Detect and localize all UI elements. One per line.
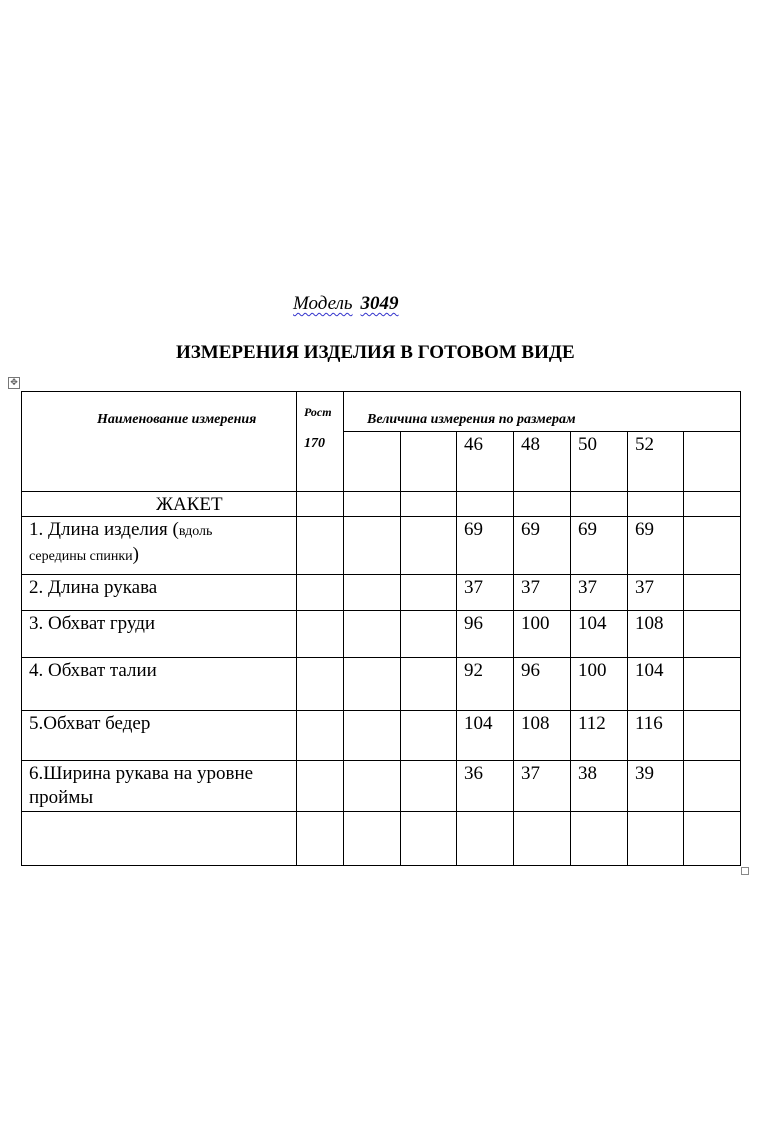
table-move-icon[interactable]: ✥ xyxy=(8,377,20,389)
row-divider xyxy=(21,516,741,517)
header-sizes-label: Величина измерения по размерам xyxy=(367,412,576,427)
cell-value: 39 xyxy=(635,763,654,784)
cell-value: 96 xyxy=(521,660,540,681)
model-label: Модель xyxy=(293,293,353,314)
size-header: 48 xyxy=(521,434,540,455)
col-divider xyxy=(513,431,514,866)
cell-value: 108 xyxy=(635,613,664,634)
row-divider xyxy=(21,710,741,711)
table-border-bottom xyxy=(21,865,741,866)
cell-value: 69 xyxy=(578,519,597,540)
table-border-right xyxy=(740,391,741,866)
size-header: 52 xyxy=(635,434,654,455)
row-label: 6.Ширина рукава на уровне xyxy=(29,763,254,784)
row-divider xyxy=(21,491,741,492)
size-header: 50 xyxy=(578,434,597,455)
model-heading xyxy=(293,293,399,315)
cell-value: 116 xyxy=(635,713,663,734)
cell-value: 37 xyxy=(521,763,540,784)
cell-value: 96 xyxy=(464,613,483,634)
col-divider xyxy=(296,391,297,866)
cell-value: 112 xyxy=(578,713,606,734)
header-name-col: Наименование измерения xyxy=(97,412,257,427)
cell-value: 69 xyxy=(521,519,540,540)
row-label-text: 1. Длина изделия ( xyxy=(29,519,179,540)
cell-value: 92 xyxy=(464,660,483,681)
row-divider xyxy=(21,610,741,611)
cell-value: 69 xyxy=(464,519,483,540)
page-title: ИЗМЕРЕНИЯ ИЗДЕЛИЯ В ГОТОВОМ ВИДЕ xyxy=(176,342,575,363)
row-label xyxy=(29,544,139,566)
row-label-note: середины спинки xyxy=(29,549,133,564)
cell-value: 104 xyxy=(578,613,607,634)
col-divider xyxy=(627,431,628,866)
header-height-label: Рост xyxy=(304,405,332,419)
row-label: 3. Обхват груди xyxy=(29,613,156,634)
row-divider xyxy=(21,657,741,658)
col-divider xyxy=(683,431,684,866)
table-border-left xyxy=(21,391,22,866)
row-label: проймы xyxy=(29,787,94,808)
cell-value: 104 xyxy=(464,713,493,734)
cell-value: 37 xyxy=(464,577,483,598)
table-resize-handle[interactable] xyxy=(741,867,749,875)
row-label: 4. Обхват талии xyxy=(29,660,157,681)
cell-value: 37 xyxy=(635,577,654,598)
row-label xyxy=(29,519,212,541)
model-number: 3049 xyxy=(360,293,399,314)
header-divider xyxy=(343,431,741,432)
size-header: 46 xyxy=(464,434,483,455)
cell-value: 37 xyxy=(578,577,597,598)
cell-value: 37 xyxy=(521,577,540,598)
cell-value: 38 xyxy=(578,763,597,784)
section-title: ЖАКЕТ xyxy=(156,494,223,515)
cell-value: 100 xyxy=(521,613,550,634)
row-divider xyxy=(21,811,741,812)
col-divider xyxy=(570,431,571,866)
header-height-value: 170 xyxy=(304,436,325,451)
cell-value: 100 xyxy=(578,660,607,681)
row-label-paren: ) xyxy=(132,544,139,565)
cell-value: 108 xyxy=(521,713,550,734)
row-label: 5.Обхват бедер xyxy=(29,713,151,734)
cell-value: 36 xyxy=(464,763,483,784)
row-label: 2. Длина рукава xyxy=(29,577,158,598)
row-divider xyxy=(21,574,741,575)
col-divider xyxy=(343,391,344,866)
row-label-note: вдоль xyxy=(178,524,213,539)
table-border-top xyxy=(21,391,741,392)
cell-value: 104 xyxy=(635,660,664,681)
cell-value: 69 xyxy=(635,519,654,540)
col-divider xyxy=(456,431,457,866)
col-divider xyxy=(400,431,401,866)
row-divider xyxy=(21,760,741,761)
